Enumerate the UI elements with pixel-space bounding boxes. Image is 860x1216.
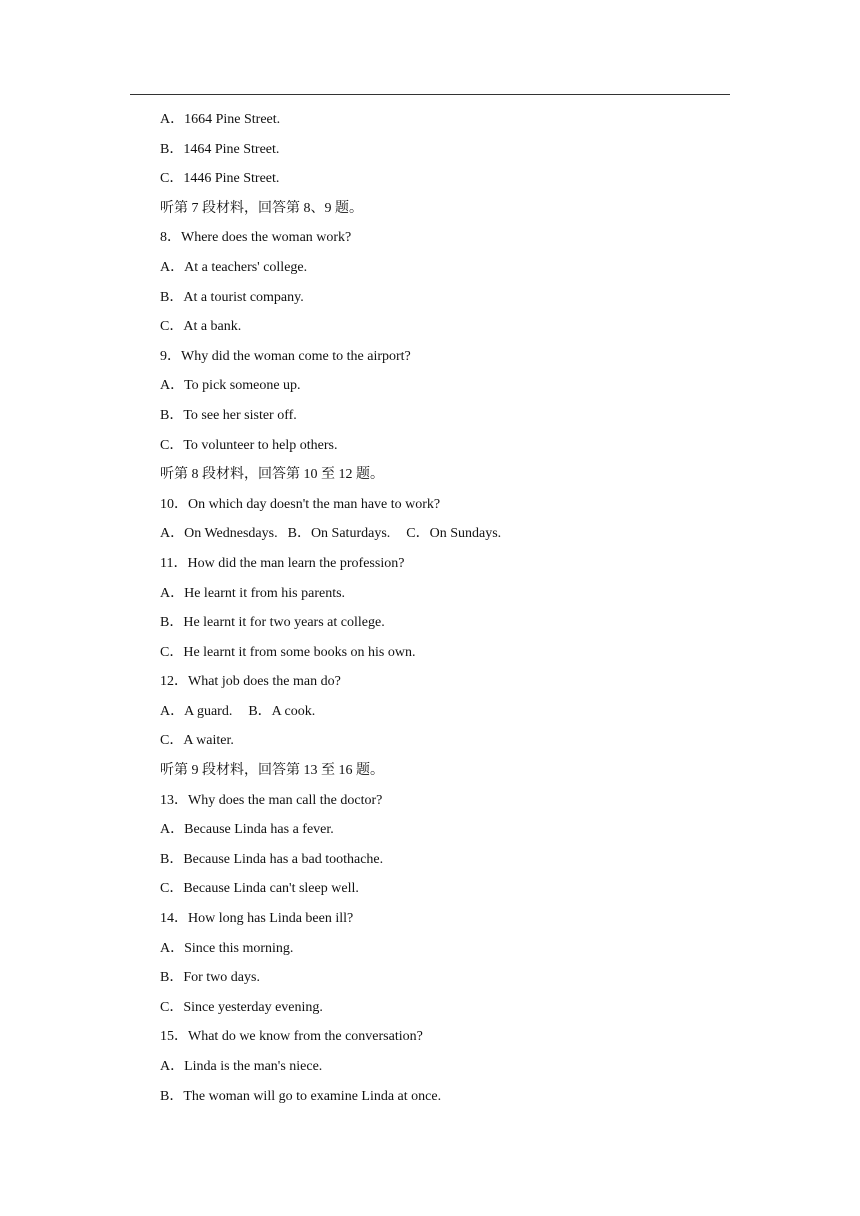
option-b: B．On Saturdays. [287, 526, 391, 542]
option-line: A．Because Linda has a fever. [160, 822, 334, 838]
option-line: B．At a tourist company. [160, 289, 304, 305]
option-line: A．Since this morning. [160, 940, 294, 956]
option-line: C．He learnt it from some books on his own. [160, 644, 416, 660]
option-line: C．To volunteer to help others. [160, 437, 338, 453]
section-heading: 听第 8 段材料，回答第 10 至 12 题。 [160, 467, 384, 483]
section-heading: 听第 9 段材料，回答第 13 至 16 题。 [160, 763, 384, 779]
multi-option-line [160, 519, 730, 549]
question-line: 10．On which day doesn't the man have to work? [160, 496, 441, 512]
multi-option-line [160, 697, 730, 727]
option-line: A．Linda is the man's niece. [160, 1059, 323, 1074]
question-line: 8．Where does the woman work? [160, 230, 352, 246]
option-line: B．Because Linda has a bad toothache. [160, 851, 384, 867]
option-line: A．1664 Pine Street. [160, 112, 281, 127]
option-line: B．The woman will go to examine Linda at once. [160, 1088, 442, 1104]
question-line: 14．How long has Linda been ill? [160, 911, 354, 927]
question-line: 11．How did the man learn the profession? [160, 555, 405, 571]
option-line: A．At a teachers' college. [160, 259, 308, 275]
option-line: B．To see her sister off. [160, 407, 297, 423]
option-line: C．A waiter. [160, 733, 234, 749]
option-line: B．1464 Pine Street. [160, 141, 280, 157]
option-line: C．Since yesterday evening. [160, 999, 323, 1015]
option-line: C．1446 Pine Street. [160, 171, 280, 187]
question-line: 9．Why did the woman come to the airport? [160, 348, 411, 364]
option-line: C．At a bank. [160, 319, 242, 335]
option-c: C．On Sundays. [406, 526, 502, 542]
option-a: A．A guard. [160, 703, 233, 719]
option-line: B．For two days. [160, 970, 260, 986]
option-line: A．He learnt it from his parents. [160, 585, 346, 601]
option-line: A．To pick someone up. [160, 378, 301, 394]
question-line: 15．What do we know from the conversation? [160, 1029, 423, 1045]
option-a: A．On Wednesdays. [160, 526, 278, 542]
option-line: C．Because Linda can't sleep well. [160, 881, 359, 897]
option-line: B．He learnt it for two years at college. [160, 615, 385, 631]
option-b: B．A cook. [248, 703, 316, 719]
question-line: 12．What job does the man do? [160, 674, 341, 690]
question-line: 13．Why does the man call the doctor? [160, 792, 383, 808]
section-heading: 听第 7 段材料，回答第 8、9 题。 [160, 200, 363, 216]
header-rule [130, 94, 730, 95]
document-body [160, 105, 730, 1111]
